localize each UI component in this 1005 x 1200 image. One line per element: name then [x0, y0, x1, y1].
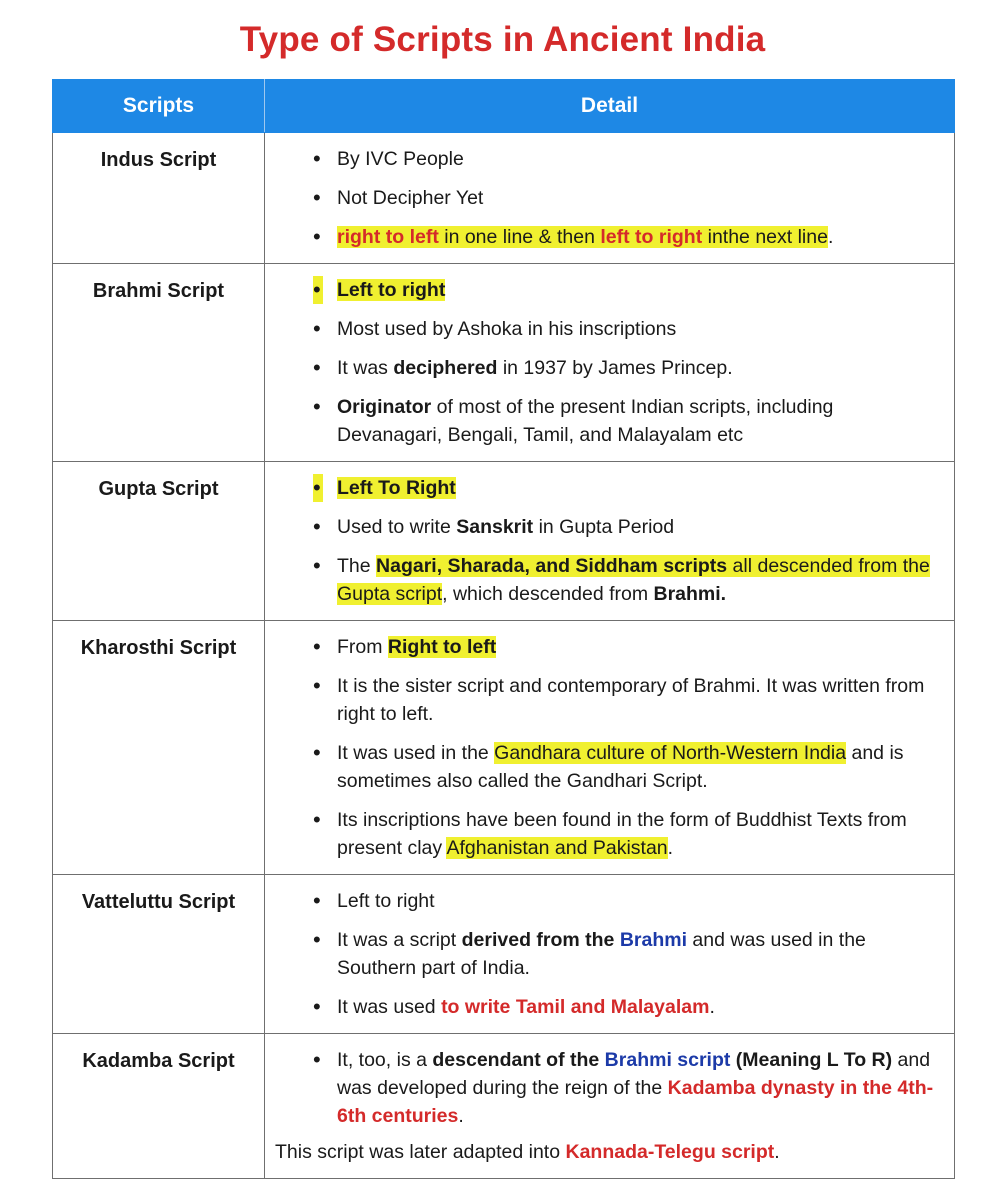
list-item — [275, 474, 940, 502]
text-run: Nagari, Sharada, and Siddham scripts — [376, 555, 728, 577]
text-run: Its inscriptions have been found in the form of Buddhist Texts from present clay — [337, 809, 907, 859]
text-run: derived from the — [461, 929, 620, 951]
detail-list — [275, 474, 940, 608]
table-row — [53, 264, 955, 462]
table-body — [53, 133, 955, 1179]
text-run: It was a script — [337, 929, 462, 951]
header-detail: Detail — [265, 80, 955, 133]
text-run: Brahmi. — [653, 583, 727, 605]
text-run: From — [337, 636, 388, 658]
script-detail — [265, 621, 955, 875]
table-row — [53, 1034, 955, 1179]
text-run: right to left — [337, 226, 439, 248]
text-run: . — [774, 1141, 780, 1163]
detail-list — [275, 145, 940, 251]
text-run: . — [667, 837, 674, 859]
list-item — [275, 552, 940, 608]
text-run: and is sometimes also called the Gandhari Script. — [337, 742, 904, 792]
text-run: Brahmi script — [604, 1049, 731, 1071]
text-run: Right to left — [387, 636, 497, 658]
list-item: • Not Decipher Yet — [275, 184, 940, 212]
page-title: Type of Scripts in Ancient India — [239, 20, 766, 59]
script-name: Indus Script — [53, 133, 265, 264]
script-detail — [265, 133, 955, 264]
text-run: The — [337, 555, 377, 577]
detail-note — [275, 1138, 940, 1166]
header-scripts: Scripts — [53, 80, 265, 133]
script-detail — [265, 875, 955, 1034]
text-run: Originator — [337, 396, 432, 418]
text-run: to write Tamil and Malayalam — [441, 996, 710, 1018]
table-header-row — [53, 80, 955, 133]
text-run: It was — [337, 357, 394, 379]
text-run: and was used in the Southern part of India. — [337, 929, 866, 979]
text-run: descendant of the — [432, 1049, 605, 1071]
list-item — [275, 739, 940, 795]
text-run: and was developed during the reign of the — [337, 1049, 931, 1099]
text-run: Brahmi — [619, 929, 688, 951]
list-item: • By IVC People — [275, 145, 940, 173]
text-run: Used to write — [337, 516, 457, 538]
text-run: It was used — [337, 996, 442, 1018]
text-run: in Gupta Period — [533, 516, 675, 538]
list-item: • It is the sister script and contemporary of Brahmi. It was written from right to left. — [275, 672, 940, 728]
text-run: . — [458, 1105, 464, 1127]
table-row — [53, 875, 955, 1034]
text-run: all descended from the Gupta script — [337, 555, 930, 605]
list-item — [275, 393, 940, 449]
text-run: It was used in the — [337, 742, 495, 764]
detail-list — [275, 276, 940, 449]
list-item: • Left to right — [275, 887, 940, 915]
text-run: This script was later adapted into — [275, 1141, 566, 1163]
list-item — [275, 926, 940, 982]
text-run: of most of the present Indian scripts, including Devanagari, Bengali, Tamil, and Malayalam etc — [337, 396, 834, 446]
text-run: Kannada-Telegu script — [565, 1141, 775, 1163]
text-run: It, too, is a — [337, 1049, 433, 1071]
text-run: Gandhara culture of North-Western India — [494, 742, 847, 764]
script-detail — [265, 462, 955, 621]
list-item — [275, 633, 940, 661]
list-item — [275, 993, 940, 1021]
script-name: Brahmi Script — [53, 264, 265, 462]
detail-list — [275, 633, 940, 862]
text-run: deciphered — [393, 357, 498, 379]
text-run: in one line & then — [438, 226, 601, 248]
text-run: Sanskrit — [456, 516, 534, 538]
script-detail — [265, 1034, 955, 1179]
list-item — [275, 276, 940, 304]
list-item — [275, 513, 940, 541]
text-run: . — [709, 996, 715, 1018]
text-run: Left To Right — [337, 477, 456, 499]
text-run: Afghanistan and Pakistan — [446, 837, 668, 859]
text-run: , which descended from — [442, 583, 654, 605]
text-run: in 1937 by James Princep. — [497, 357, 733, 379]
script-name: Vatteluttu Script — [53, 875, 265, 1034]
script-name: Kharosthi Script — [53, 621, 265, 875]
detail-list — [275, 1046, 940, 1130]
list-item — [275, 806, 940, 862]
script-detail — [265, 264, 955, 462]
script-name: Gupta Script — [53, 462, 265, 621]
list-item: • Most used by Ashoka in his inscriptions — [275, 315, 940, 343]
script-name: Kadamba Script — [53, 1034, 265, 1179]
table-row — [53, 462, 955, 621]
detail-list — [275, 887, 940, 1021]
text-run: left to right — [600, 226, 703, 248]
list-item — [275, 223, 940, 251]
list-item — [275, 1046, 940, 1130]
text-run: Kadamba dynasty in the 4th-6th centuries — [337, 1077, 934, 1127]
text-run: (Meaning L To R) — [730, 1049, 893, 1071]
text-run: inthe next line — [702, 226, 828, 248]
scripts-table — [52, 79, 955, 1179]
list-item — [275, 354, 940, 382]
text-run: . — [827, 226, 834, 248]
table-row — [53, 133, 955, 264]
table-row — [53, 621, 955, 875]
text-run: Left to right — [337, 279, 446, 301]
